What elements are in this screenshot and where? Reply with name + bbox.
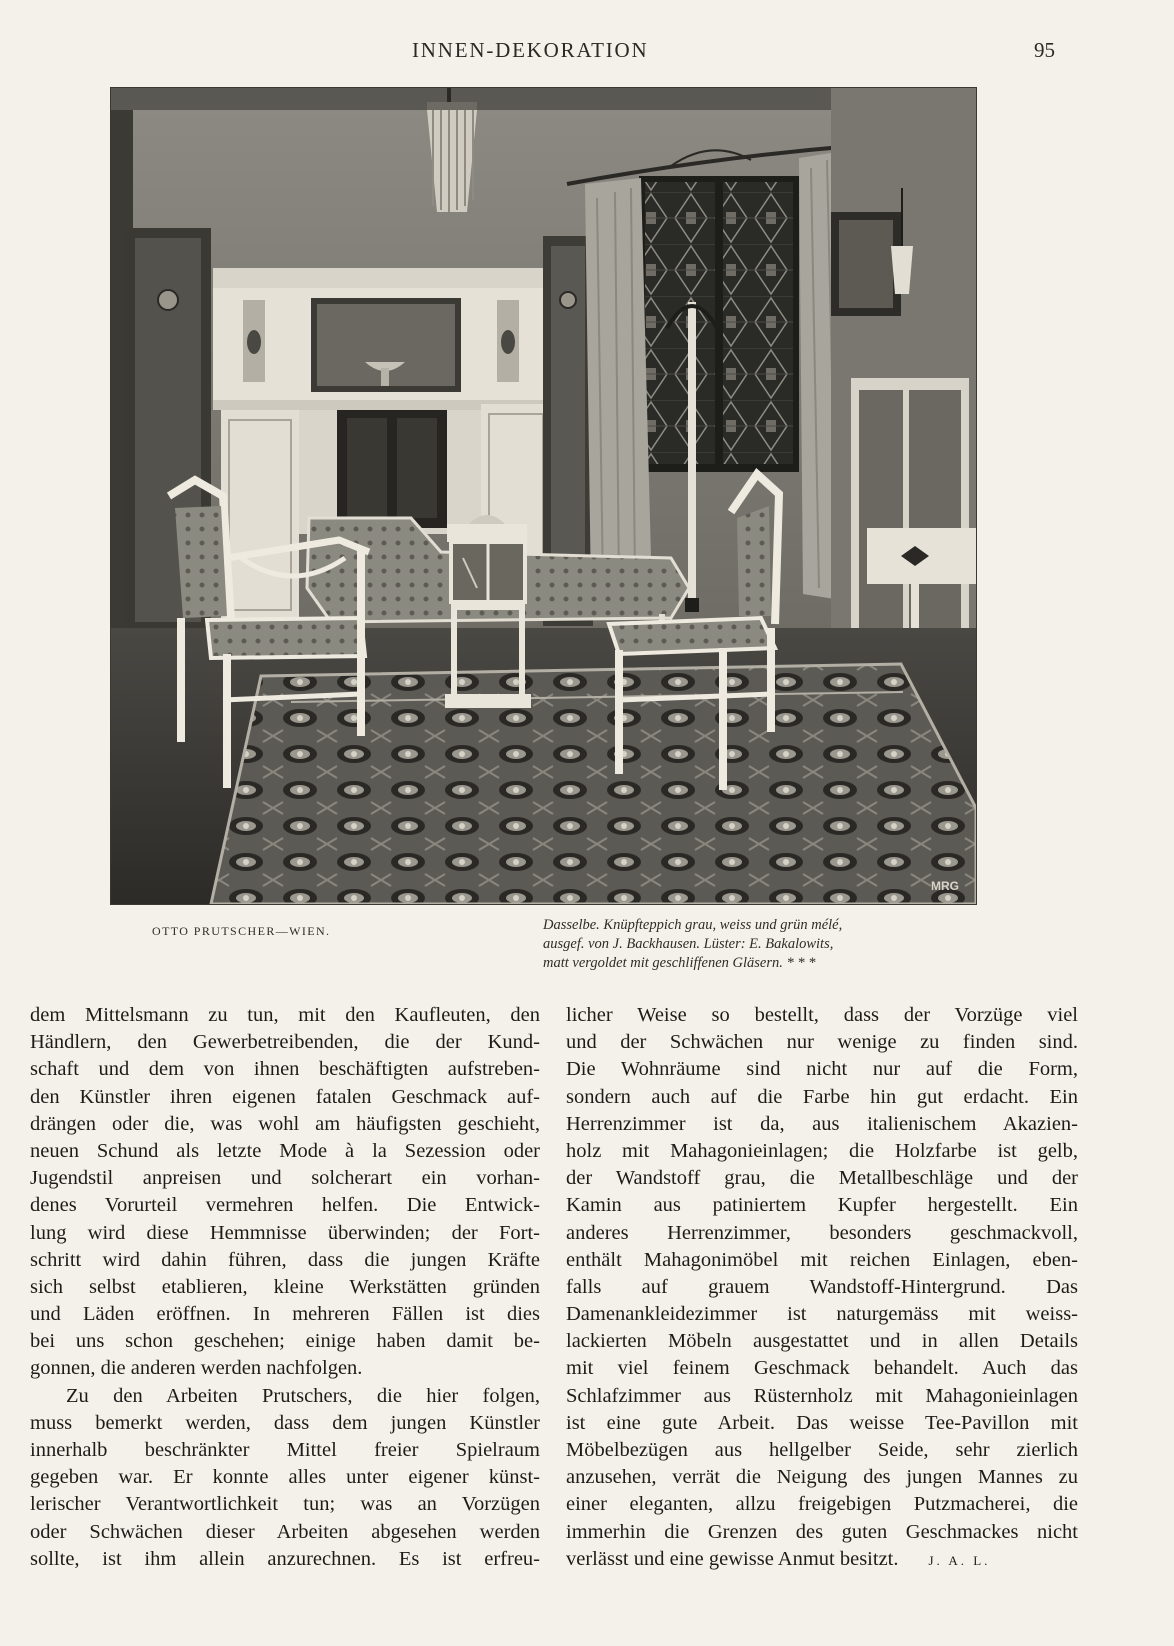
text-line: neuen Schund als letzte Mode à la Sezession oder xyxy=(30,1139,540,1162)
text-line: drängen oder die, was wohl am häufigsten geschieht, xyxy=(30,1112,540,1135)
text-line: Zu den Arbeiten Prutschers, die hier folgen, xyxy=(66,1384,540,1407)
text-line: schaft und dem von ihnen beschäftigten aufstreben- xyxy=(30,1058,540,1081)
text-line: gegeben war. Er konnte alles unter eigener künst- xyxy=(30,1466,540,1489)
text-line: lung wird diese Hemmnisse überwinden; der Fort- xyxy=(30,1221,540,1244)
text-line: einer eleganten, allzu freigebigen Putzmacherei, die xyxy=(566,1493,1078,1516)
text-line: gonnen, die anderen werden nachfolgen. xyxy=(30,1357,363,1380)
photo-monogram: MRG xyxy=(931,879,959,893)
room-illustration xyxy=(111,88,976,904)
text-line: Händlern, den Gewerbetreibenden, die der Kund- xyxy=(30,1031,540,1054)
text-line: anzusehen, verrät die Neigung des jungen Mannes zu xyxy=(566,1466,1078,1489)
journal-title: INNEN-DEKORATION xyxy=(412,38,649,62)
interior-photograph xyxy=(111,88,976,904)
text-line: muss bemerkt werden, dass dem jungen Künstler xyxy=(30,1411,540,1434)
text-line: mit viel feinem Geschmack behandelt. Auch das xyxy=(566,1357,1078,1380)
text-line: lerischer Verantwortlichkeit tun; was an Vorzügen xyxy=(30,1493,540,1516)
author-signature: J. A. L. xyxy=(928,1552,991,1568)
text-line: schritt wird dahin führen, dass die jungen Kräfte xyxy=(30,1248,540,1271)
text-line: enthält Mahagonimöbel mit reichen Einlagen, eben- xyxy=(566,1248,1078,1271)
text-line: verlässt und eine gewisse Anmut besitzt. xyxy=(566,1547,899,1570)
caption-line: Dasselbe. Knüpfteppich grau, weiss und grün mélé, xyxy=(543,917,843,933)
caption-line: matt vergoldet mit geschliffenen Gläsern. * * * xyxy=(543,955,816,971)
text-line: sich selbst etablieren, kleine Werkstätten gründen xyxy=(30,1275,540,1298)
text-line: immerhin die Grenzen des guten Geschmackes nicht xyxy=(566,1520,1078,1543)
text-line: den Künstler ihren eigenen fatalen Geschmack auf- xyxy=(30,1085,540,1108)
page-number: 95 xyxy=(1034,38,1055,62)
text-line: falls auf grauem Wandstoff-Hintergrund. Das xyxy=(566,1275,1078,1298)
body-column-right xyxy=(566,1002,1078,1573)
text-line: Jugendstil anpreisen und solcherart ein vorhan- xyxy=(30,1167,540,1190)
caption-artist: OTTO PRUTSCHER—WIEN. xyxy=(152,924,331,938)
running-head xyxy=(0,36,1174,66)
text-line: dem Mittelsmann zu tun, mit den Kaufleuten, den xyxy=(30,1004,540,1026)
text-line: oder Schwächen dieser Arbeiten abgesehen werden xyxy=(30,1520,540,1543)
text-line: und Läden eröffnen. In mehreren Fällen ist dies xyxy=(30,1303,540,1326)
text-line: anderes Herrenzimmer, besonders geschmackvoll, xyxy=(566,1221,1078,1244)
text-line: sollte, ist ihm allein anzurechnen. Es ist erfreu- xyxy=(30,1547,540,1570)
text-line: ist eine gute Arbeit. Das weisse Tee-Pavillon mit xyxy=(566,1411,1078,1434)
text-line: licher Weise so bestellt, dass der Vorzüge viel xyxy=(566,1004,1078,1026)
text-line: und der Schwächen nur wenige zu finden sind. xyxy=(566,1031,1078,1054)
text-line: Schlafzimmer aus Rüsternholz mit Mahagonieinlagen xyxy=(566,1384,1078,1407)
text-line: Die Wohnräume sind nicht nur auf die Form, xyxy=(566,1058,1078,1081)
text-line: bei uns schon geschehen; einige haben damit be- xyxy=(30,1330,540,1353)
text-line: Möbelbezügen aus hellgelber Seide, sehr zierlich xyxy=(566,1439,1078,1461)
text-line: sondern auch auf die Farbe hin gut erdacht. Ein xyxy=(566,1085,1078,1108)
text-line: denes Vorurteil vermehren helfen. Die Entwick- xyxy=(30,1194,540,1217)
text-line: holz mit Mahagonieinlagen; die Holzfarbe ist gelb, xyxy=(566,1139,1078,1162)
text-line: Damenankleidezimmer ist naturgemäss mit weiss- xyxy=(566,1303,1078,1326)
text-line: der Wandstoff grau, die Metallbeschläge und der xyxy=(566,1167,1078,1190)
caption-line: ausgef. von J. Backhausen. Lüster: E. Bakalowits, xyxy=(543,936,834,952)
caption-description xyxy=(543,916,953,973)
body-column-left xyxy=(30,1002,540,1573)
text-line: innerhalb beschränkter Mittel freier Spielraum xyxy=(30,1439,540,1461)
text-line: Kamin aus patiniertem Kupfer hergestellt. Ein xyxy=(566,1194,1078,1217)
text-line: Herrenzimmer ist da, aus italienischem Akazien- xyxy=(566,1112,1078,1135)
text-line: lackierten Möbeln ausgestattet und in allen Details xyxy=(566,1330,1078,1353)
text-line-final xyxy=(566,1546,1078,1573)
